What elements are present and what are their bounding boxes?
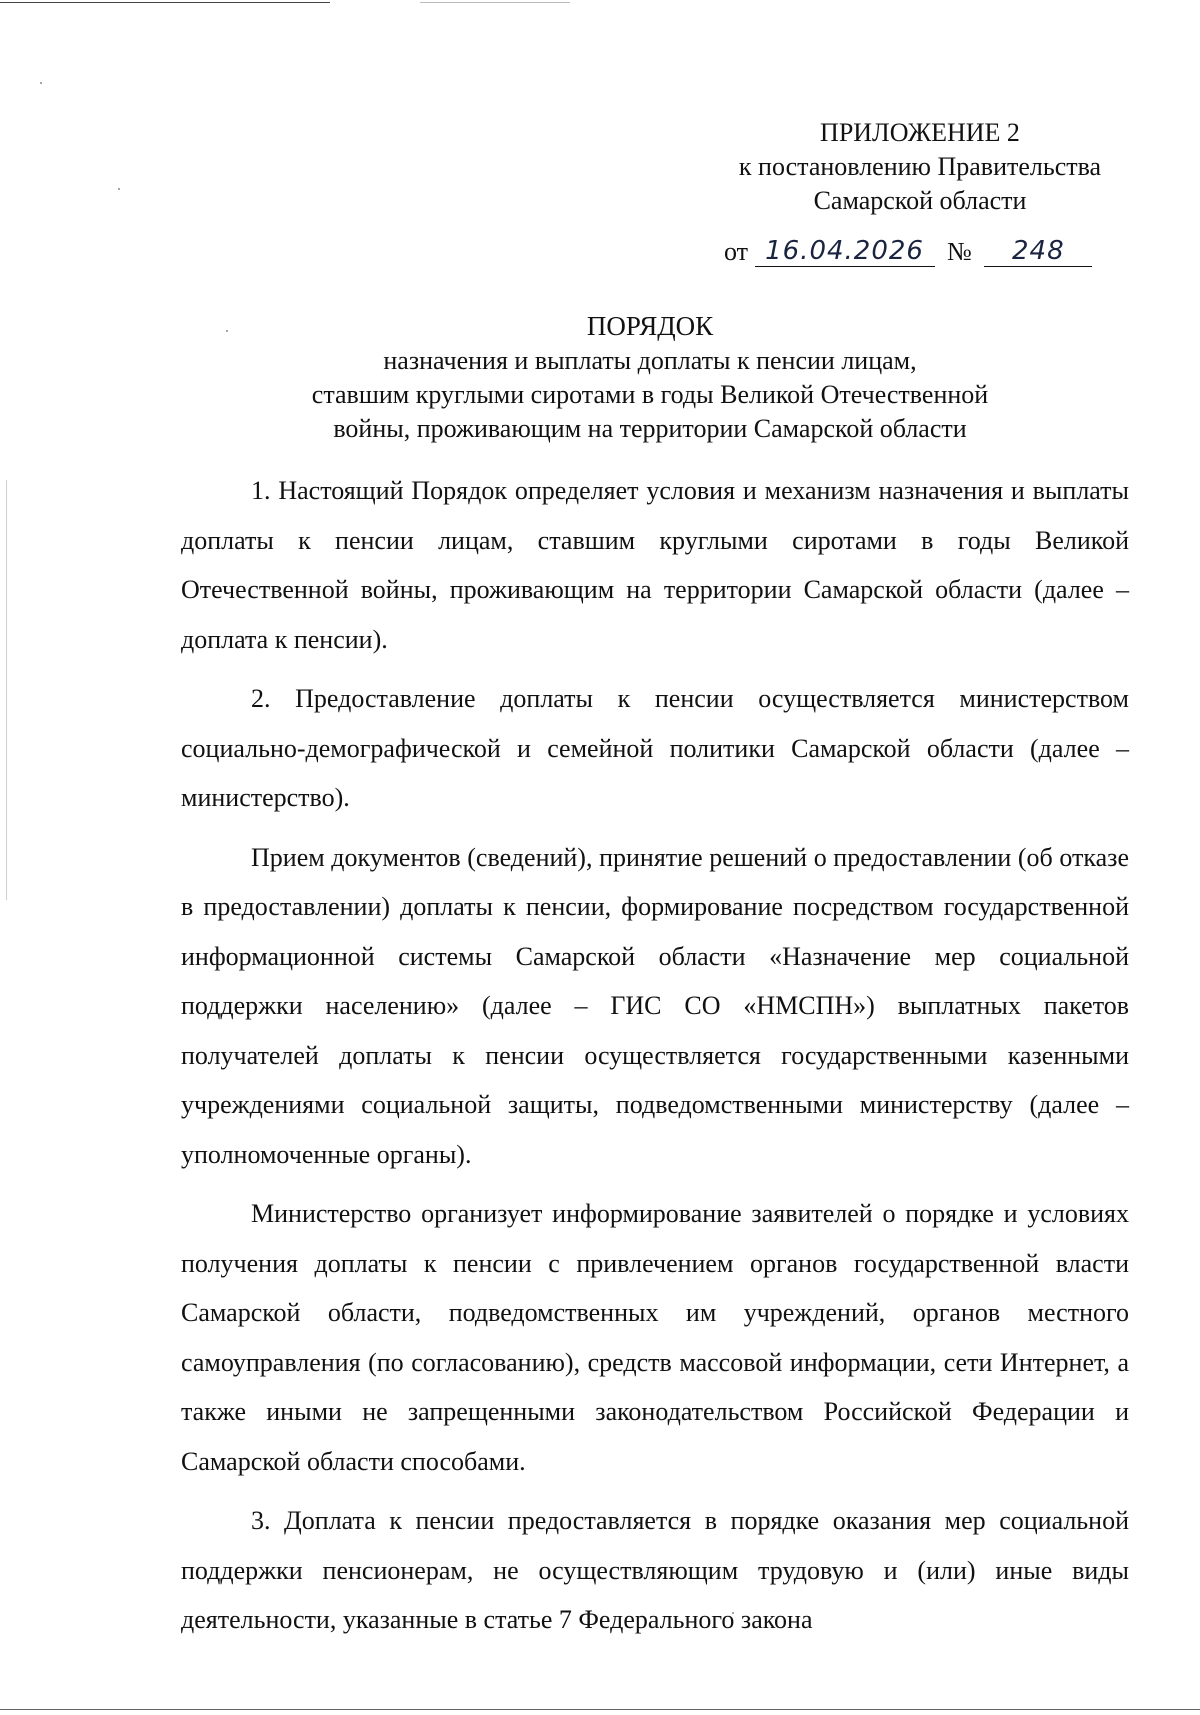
appendix-header xyxy=(700,116,1140,218)
date-prefix: от xyxy=(724,237,749,266)
appendix-line: Самарской области xyxy=(813,186,1027,215)
appendix-line: к постановлению Правительства xyxy=(738,152,1102,181)
document-title: ПОРЯДОК xyxy=(586,311,714,341)
scan-edge-line xyxy=(420,2,570,3)
handwritten-date: 16.04.2026 xyxy=(755,236,935,267)
scan-speck xyxy=(40,82,42,84)
appendix-title: ПРИЛОЖЕНИЕ 2 xyxy=(820,118,1020,147)
paragraph: Министерство организует информирование заявителей о порядке и условиях получения доплаты к пенсии с привлечением органов государственной власти Самарской области, подведомственных им учреждений, органов местного самоуправления (по согласованию), средств массовой информации, сети Интернет, а также иными не запрещенными законодательством Российской Федерации и Самарской области способами. xyxy=(181,1199,1129,1476)
scan-edge-line xyxy=(6,480,7,900)
document-subtitle: ставшим круглыми сиротами в годы Великой Отечественной xyxy=(311,380,989,409)
document-title-block xyxy=(180,308,1120,446)
paragraph: 2. Предоставление доплаты к пенсии осуществляется министерством социально-демографической и семейной политики Самарской области (далее – министерство). xyxy=(181,684,1129,812)
document-date-number xyxy=(724,236,1092,272)
paragraph: 3. Доплата к пенсии предоставляется в порядке оказания мер социальной поддержки пенсионерам, не осуществляющим трудовую и (или) иные виды деятельности, указанные в статье 7 Федерального закона xyxy=(181,1506,1129,1634)
document-subtitle: назначения и выплаты доплаты к пенсии лицам, xyxy=(383,346,917,375)
paragraph: 1. Настоящий Порядок определяет условия и механизм назначения и выплаты доплаты к пенсии лицам, ставшим круглыми сиротами в годы Великой Отечественной войны, проживающим на территории Самарской области (далее – доплата к пенсии). xyxy=(181,476,1129,654)
document-subtitle: войны, проживающим на территории Самарской области xyxy=(333,414,967,443)
number-sign: № xyxy=(947,237,972,266)
handwritten-number: 248 xyxy=(984,236,1092,267)
scan-edge-line xyxy=(0,1709,1200,1710)
scan-speck xyxy=(118,188,120,190)
scan-edge-line xyxy=(0,2,330,3)
paragraph: Прием документов (сведений), принятие решений о предоставлении (об отказе в предоставлении) доплаты к пенсии, формирование посредством государственной информационной системы Самарской области «Назначение мер социальной поддержки населению» (далее – ГИС СО «НМСПН») выплатных пакетов получателей доплаты к пенсии осуществляется государственными казенными учреждениями социальной защиты, подведомственными министерству (далее – уполномоченные органы). xyxy=(181,842,1129,1169)
document-body xyxy=(181,466,1129,1645)
